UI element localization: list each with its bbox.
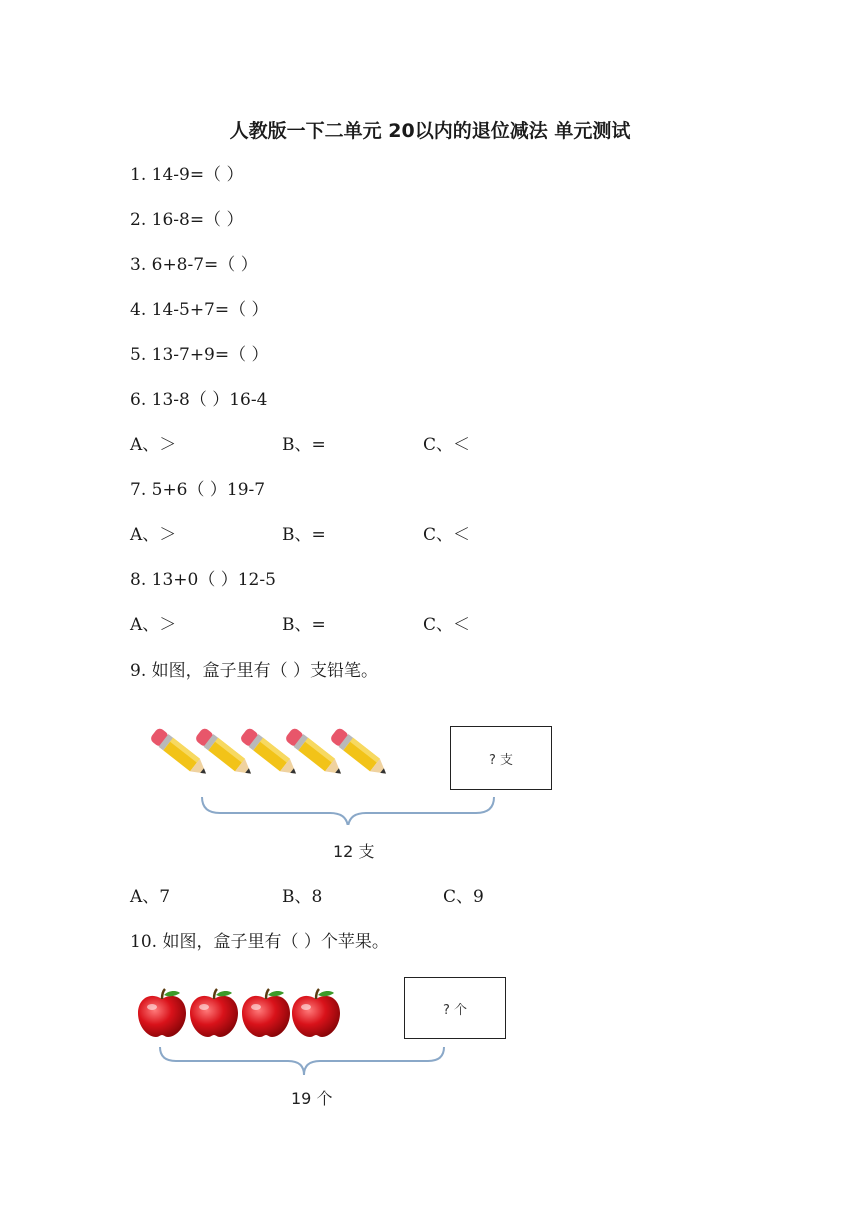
question-10: 10. 如图，盒子里有（ ）个苹果。 [130,932,389,952]
pencil-brace [200,795,500,825]
q7-option-a: A、＞ [130,525,177,545]
pencil-box: ? 支 [450,726,552,790]
pencil-figure [140,715,560,865]
apple-figure [136,975,516,1115]
pencil-total-label: 12 支 [333,842,375,861]
q9-option-c: C、9 [443,887,484,907]
q6-option-a: A、＞ [130,435,177,455]
question-3: 3. 6+8-7=（ ） [130,255,258,275]
apple-icon [190,989,238,1037]
q8-option-c: C、＜ [423,615,471,635]
q6-option-b: B、= [282,435,326,455]
apple-icon [292,989,340,1037]
question-4: 4. 14-5+7=（ ） [130,300,269,320]
q9-option-a: A、7 [130,887,171,907]
page-title: 人教版一下二单元 20以内的退位减法 单元测试 [229,120,631,142]
q9-option-b: B、8 [282,887,323,907]
question-2: 2. 16-8=（ ） [130,210,244,230]
q7-option-b: B、= [282,525,326,545]
question-6: 6. 13-8（ ）16-4 [130,390,268,410]
q8-option-a: A、＞ [130,615,177,635]
apple-icon [242,989,290,1037]
question-8: 8. 13+0（ ）12-5 [130,570,276,590]
q7-option-c: C、＜ [423,525,471,545]
question-7: 7. 5+6（ ）19-7 [130,480,266,500]
question-1: 1. 14-9=（ ） [130,165,244,185]
apple-icon [138,989,186,1037]
pencil-row [140,715,400,795]
apple-box: ? 个 [404,977,506,1039]
question-5: 5. 13-7+9=（ ） [130,345,269,365]
q8-option-b: B、= [282,615,326,635]
q6-option-c: C、＜ [423,435,471,455]
question-9: 9. 如图，盒子里有（ ）支铅笔。 [130,661,379,681]
apple-row [136,983,346,1045]
apple-total-label: 19 个 [291,1089,333,1108]
apple-brace [158,1045,458,1075]
